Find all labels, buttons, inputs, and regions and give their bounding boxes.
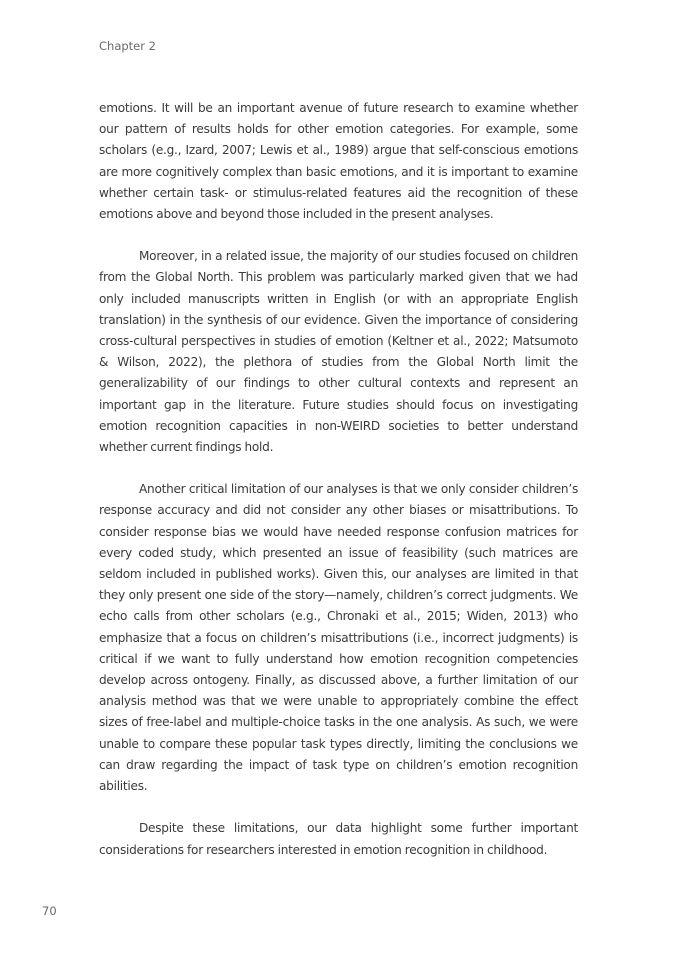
paragraph-global-north: Moreover, in a related issue, the majority of our studies focused on children from the Global North. This problem was particularly marked given that we had only included manuscripts written in English (or with an appropriate English translation) in the synthesis of our evidence. Given the importance of considering cross-cultural perspectives in studies of emotion (Keltner et al., 2022; Matsumoto & Wilson, 2022), the plethora of studies from the Global North limit the generalizability of our findings to other cultural contexts and represent an important gap in the literature. Future studies should focus on investigating emotion recognition capacities in non-WEIRD societies to better understand whether current findings hold.	[99, 249, 578, 455]
running-header: Chapter 2	[99, 39, 156, 53]
paragraph-continuation: emotions. It will be an important avenue of future research to examine whether our pattern of results holds for other emotion categories. For example, some scholars (e.g., Izard, 2007; Lewis et al., 1989) argue that self-conscious emotions are more cognitively complex than basic emotions, and it is important to examine whether certain task- or stimulus-related features aid the recognition of these emotions above and beyond those included in the present analyses.	[99, 101, 578, 222]
paragraph-considerations: Despite these limitations, our data highlight some further important considerations for researchers interested in emotion recognition in childhood.	[99, 821, 578, 857]
paragraph-response-bias: Another critical limitation of our analyses is that we only consider children’s response accuracy and did not consider any other biases or misattributions. To consider response bias we would have needed response confusion matrices for every coded study, which presented an issue of feasibility (such matrices are seldom included in published works). Given this, our analyses are limited in that they only present one side of the story—namely, children’s correct judgments. We echo calls from other scholars (e.g., Chronaki et al., 2015; Widen, 2013) who emphasize that a focus on children’s misattributions (i.e., incorrect judgments) is critical if we want to fully understand how emotion recognition competencies develop across ontogeny. Finally, as discussed above, a further limitation of our analysis method was that we were unable to appropriately combine the effect sizes of free-label and multiple-choice tasks in the one analysis. As such, we were unable to compare these popular task types directly, limiting the conclusions we can draw regarding the impact of task type on children’s emotion recognition abilities.	[99, 482, 578, 794]
page-number: 70	[42, 904, 57, 918]
body-text	[99, 98, 578, 882]
